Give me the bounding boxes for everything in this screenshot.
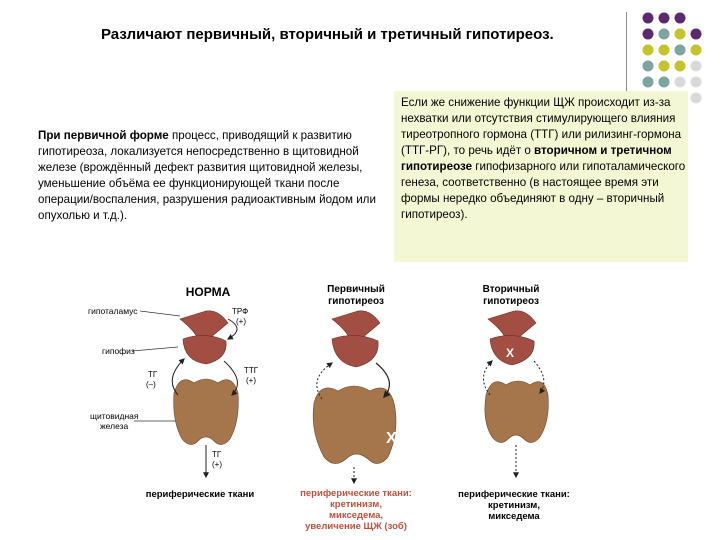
tg-down-label: ТГ bbox=[212, 450, 222, 459]
hypothalamus-pointer bbox=[140, 311, 180, 316]
dot bbox=[691, 61, 702, 72]
dot bbox=[659, 77, 670, 88]
dot bbox=[659, 13, 670, 24]
secondary-form-paragraph bbox=[401, 95, 687, 223]
primary-x-mark: X bbox=[386, 430, 397, 447]
thyroid-label-1: щитовидная bbox=[90, 411, 139, 421]
norm-pituitary bbox=[183, 335, 226, 364]
dot bbox=[643, 13, 654, 24]
trf-sign: (+) bbox=[236, 317, 246, 326]
primary-thyroid bbox=[313, 386, 396, 464]
secondary-bottom-2: кретинизм, bbox=[488, 500, 540, 511]
primary-form-paragraph bbox=[38, 128, 390, 224]
dot bbox=[675, 29, 686, 40]
primary-heading-2: гипотиреоз bbox=[328, 296, 384, 307]
dot bbox=[659, 45, 670, 56]
tsh-sign: (+) bbox=[246, 376, 256, 385]
secondary-x-mark: X bbox=[506, 346, 515, 360]
primary-heading-1: Первичный bbox=[327, 284, 385, 295]
norm-heading: НОРМА bbox=[185, 285, 231, 299]
norm-thyroid bbox=[174, 379, 239, 445]
pituitary-label: гипофиз bbox=[102, 346, 135, 356]
dot bbox=[675, 77, 686, 88]
dot bbox=[643, 77, 654, 88]
secondary-bottom-1: периферические ткани: bbox=[458, 489, 570, 500]
thyroid-label-2: железа bbox=[100, 421, 129, 431]
tsh-label: ТТГ bbox=[244, 366, 259, 375]
primary-pituitary bbox=[332, 335, 378, 367]
dot bbox=[675, 13, 686, 24]
primary-bottom-3: микседема, bbox=[328, 510, 384, 521]
primary-bottom-1: периферические ткани: bbox=[300, 488, 412, 499]
dot bbox=[659, 61, 670, 72]
primary-text: процесс, приводящий к развитию гипотиреоза, локализуется непосредственно в щитовидной железе (врождённый дефект развития щитовидной железы, уменьшение объёма ее функционирующей ткани после операции/воспаления, разрушения радиоактивным йодом или опухолью и т.д.). bbox=[38, 129, 376, 222]
secondary-text-2: гипофизарного или гипоталамического генеза, соответственно (в настоящее время эти формы нередко объединяют в одну – вторичный гипотиреоз). bbox=[401, 160, 686, 221]
dot bbox=[643, 29, 654, 40]
tg-feedback-label: ТГ bbox=[148, 370, 158, 379]
dot bbox=[691, 45, 702, 56]
dot bbox=[691, 29, 702, 40]
dot bbox=[675, 45, 686, 56]
secondary-heading-1: Вторичный bbox=[482, 284, 540, 295]
dot bbox=[659, 29, 670, 40]
primary-bottom-4: увеличение ЩЖ (зоб) bbox=[305, 521, 407, 532]
dot bbox=[643, 61, 654, 72]
dot bbox=[643, 45, 654, 56]
dot bbox=[675, 61, 686, 72]
secondary-bold: вторичном и третичном гипотиреозе bbox=[401, 144, 672, 173]
hypothalamus-label: гипоталамус bbox=[88, 306, 138, 316]
dot bbox=[691, 93, 702, 104]
tg-down-sign: (+) bbox=[212, 460, 222, 469]
hypothyroidism-diagram bbox=[88, 271, 628, 537]
trf-label: ТРФ bbox=[232, 307, 249, 316]
secondary-thyroid bbox=[485, 381, 548, 443]
dot bbox=[691, 77, 702, 88]
secondary-bottom-3: микседема bbox=[488, 511, 540, 522]
slide-title: Различают первичный, вторичный и третичный гипотиреоз. bbox=[101, 26, 554, 43]
primary-bottom-2: кретинизм, bbox=[330, 499, 382, 510]
pituitary-pointer bbox=[132, 347, 178, 351]
tg-feedback-sign: (–) bbox=[146, 380, 156, 389]
norm-bottom-label: периферические ткани bbox=[145, 489, 255, 500]
secondary-heading-2: гипотиреоз bbox=[483, 296, 539, 307]
secondary-text-1: Если же снижение функции ЩЖ происходит из-за нехватки или отсутствия стимулирующего влияния тиреотропного гормона (ТТГ) или рилизинг-гормона (ТТГ-РГ), то речь идёт о bbox=[401, 96, 682, 157]
primary-lead: При первичной форме bbox=[38, 129, 169, 142]
